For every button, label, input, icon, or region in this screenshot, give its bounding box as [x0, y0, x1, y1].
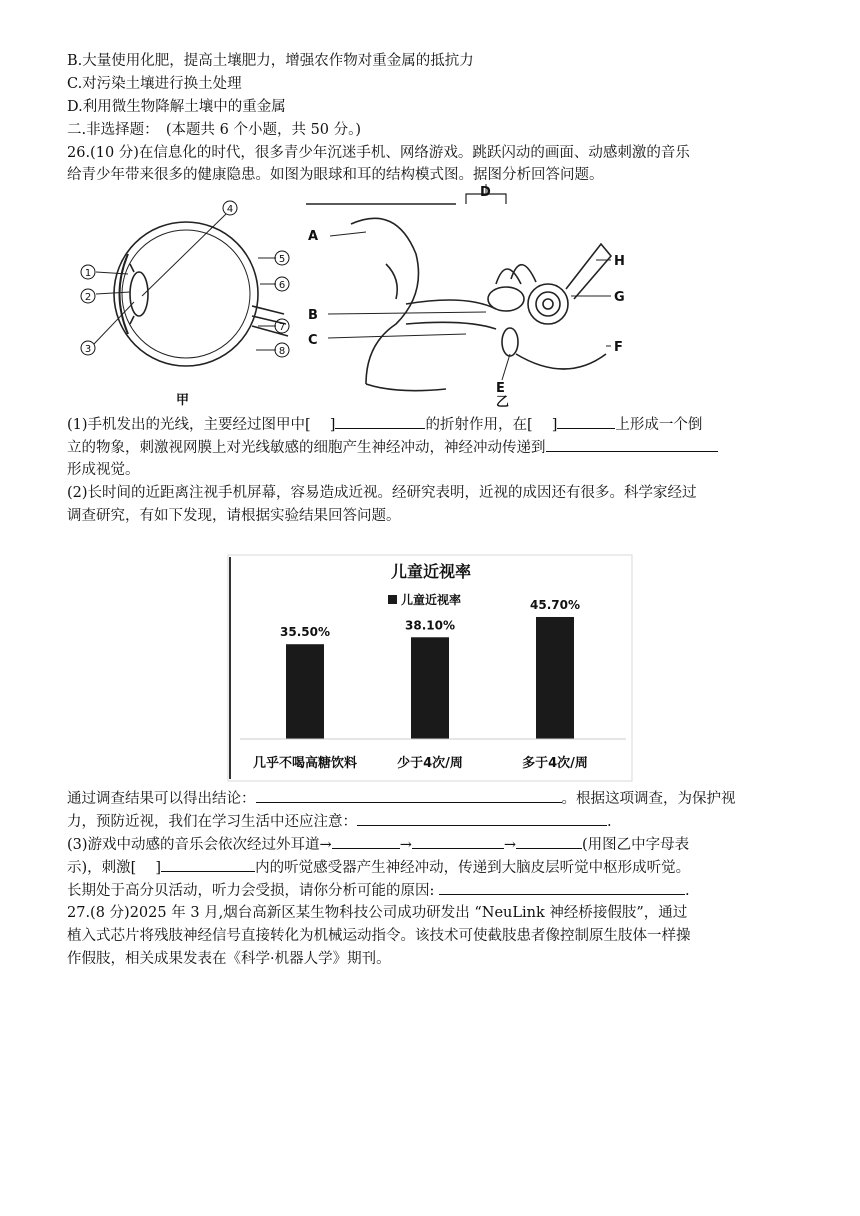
data-label-1: 35.50%	[280, 625, 330, 640]
section-heading: 二.非选择题： (本题共 6 个小题，共 50 分。)	[67, 122, 362, 138]
data-label-2: 38.10%	[405, 618, 455, 633]
q26-intro-2: 给青少年带来很多的健康隐患。如图为眼球和耳的结构模式图。据图分析回答问题。	[67, 167, 604, 183]
svg-text:8: 8	[278, 346, 286, 357]
answer-blank[interactable]	[546, 436, 718, 452]
data-label-3: 45.70%	[530, 597, 580, 612]
answer-blank[interactable]	[256, 787, 562, 803]
q26-part3-line1: (3)游戏中动感的音乐会依次经过外耳道→ → → (用图乙中字母表	[67, 833, 689, 856]
eye-ear-figure	[66, 184, 646, 410]
svg-text:H: H	[614, 254, 625, 269]
chart-title: 儿童近视率	[390, 562, 472, 581]
answer-blank[interactable]	[516, 833, 582, 849]
svg-text:C: C	[308, 333, 318, 348]
svg-text:B: B	[308, 308, 318, 323]
option-d: D.利用微生物降解土壤中的重金属	[67, 99, 286, 115]
legend-swatch	[388, 595, 397, 604]
q27-line3: 作假肢，相关成果发表在《科学·机器人学》期刊。	[67, 951, 391, 967]
svg-text:A: A	[308, 229, 319, 244]
svg-text:G: G	[614, 290, 625, 305]
ear-diagram	[306, 184, 611, 391]
svg-text:7: 7	[278, 322, 286, 333]
option-c: C.对污染土壤进行换土处理	[67, 76, 242, 92]
category-label-3: 多于4次/周	[522, 756, 588, 771]
answer-blank[interactable]	[335, 413, 425, 429]
answer-blank[interactable]	[161, 856, 255, 872]
svg-text:3: 3	[84, 344, 92, 355]
q27-line2: 植入式芯片将残肢神经信号直接转化为机械运动指令。该技术可使截肢患者像控制原生肢体一样操	[67, 928, 691, 944]
svg-text:2: 2	[84, 292, 92, 303]
q26-part2-line2: 调查研究，有如下发现，请根据实验结果回答问题。	[67, 508, 401, 524]
bar-3	[536, 617, 574, 739]
category-label-2: 少于4次/周	[397, 756, 463, 771]
answer-blank[interactable]	[332, 833, 400, 849]
q26-part3-line2: 示)，刺激[ ] 内的听觉感受器产生神经冲动，传递到大脑皮层听觉中枢形成听觉。	[67, 856, 690, 879]
svg-text:D: D	[480, 185, 491, 200]
q26-part1-line3: 形成视觉。	[67, 462, 140, 478]
answer-blank[interactable]	[439, 879, 685, 895]
conclusion-line1: 通过调查结果可以得出结论： 。根据这项调查，为保护视	[67, 787, 736, 810]
bar-2	[411, 637, 449, 739]
option-b: B.大量使用化肥，提高土壤肥力，增强农作物对重金属的抵抗力	[67, 53, 474, 69]
ear-caption: 乙	[496, 395, 510, 410]
answer-blank[interactable]	[357, 810, 607, 826]
q26-intro-1: 26.(10 分)在信息化的时代，很多青少年沉迷手机、网络游戏。跳跃闪动的画面、动感刺激的音乐	[67, 145, 690, 161]
svg-text:4: 4	[226, 204, 234, 215]
legend-label: 儿童近视率	[401, 593, 462, 607]
category-label-1: 几乎不喝高糖饮料	[252, 756, 358, 771]
eye-diagram	[94, 214, 288, 366]
q26-part3-line3: 长期处于高分贝活动，听力会受损，请你分析可能的原因: .	[67, 879, 690, 902]
bar-1	[286, 644, 324, 739]
conclusion-line2: 力，预防近视，我们在学习生活中还应注意： .	[67, 810, 612, 833]
answer-blank[interactable]	[557, 413, 615, 429]
svg-text:5: 5	[278, 254, 286, 265]
myopia-rate-chart	[226, 553, 636, 785]
svg-text:F: F	[614, 340, 623, 355]
q26-part1-line1: (1)手机发出的光线，主要经过图甲中[ ] 的折射作用，在[ ] 上形成一个倒	[67, 413, 702, 436]
q26-part1-line2: 立的物象，刺激视网膜上对光线敏感的细胞产生神经冲动，神经冲动传递到	[67, 436, 718, 459]
eye-caption: 甲	[176, 393, 190, 408]
svg-text:1: 1	[84, 268, 92, 279]
svg-text:6: 6	[278, 280, 286, 291]
answer-blank[interactable]	[412, 833, 504, 849]
svg-text:E: E	[496, 381, 505, 396]
ear-labels	[308, 185, 625, 410]
q26-part2-line1: (2)长时间的近距离注视手机屏幕，容易造成近视。经研究表明，近视的成因还有很多。科学家经过	[67, 485, 697, 501]
q27-line1: 27.(8 分)2025 年 3 月,烟台高新区某生物科技公司成功研发出 “NeuLink 神经桥接假肢”，通过	[67, 905, 688, 921]
